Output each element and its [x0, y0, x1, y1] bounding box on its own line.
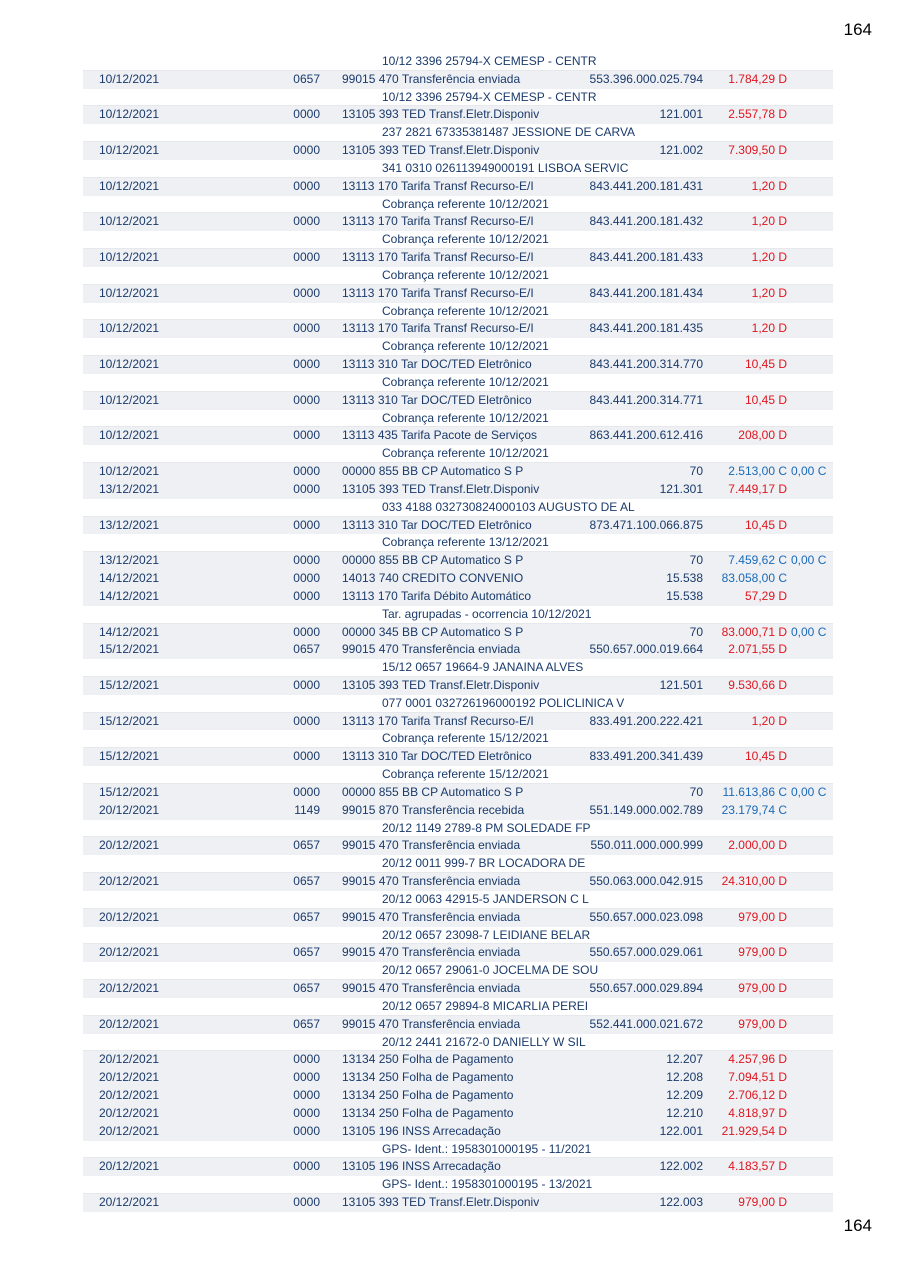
entry-history: 99015 470 Transferência enviada	[342, 1016, 521, 1031]
entry-date: 15/12/2021	[99, 784, 160, 799]
entry-value: 10,45 D	[744, 517, 787, 532]
entry-history: 13113 170 Tarifa Débito Automático	[342, 588, 532, 603]
entry-detail: 10/12 3396 25794-X CEMESP - CENTR	[382, 89, 597, 104]
entry-date: 15/12/2021	[99, 749, 160, 764]
entry-detail: Cobrança referente 10/12/2021	[382, 339, 549, 354]
entry-history: 13113 435 Tarifa Pacote de Serviços	[342, 428, 538, 443]
table-row-detail	[83, 231, 833, 249]
entry-history: 00000 855 BB CP Automatico S P	[342, 553, 524, 568]
entry-detail: 20/12 1149 2789-8 PM SOLEDADE FP	[382, 820, 591, 835]
table-row-detail	[83, 659, 833, 677]
entry-detail: 20/12 2441 21672-0 DANIELLY W SIL	[382, 1034, 586, 1049]
entry-value: 979,00 D	[738, 981, 787, 996]
entry-history: 13134 250 Folha de Pagamento	[342, 1105, 514, 1120]
entry-value: 2.513,00 C	[728, 464, 787, 479]
entry-history: 13105 196 INSS Arrecadação	[342, 1159, 501, 1174]
entry-agency: 0000	[293, 107, 320, 122]
entry-history: 99015 470 Transferência enviada	[342, 838, 521, 853]
entry-value: 9.530,66 D	[728, 677, 787, 692]
entry-date: 14/12/2021	[99, 571, 160, 586]
entry-date: 10/12/2021	[99, 143, 160, 158]
entry-detail: 077 0001 032726196000192 POLICLINICA V	[382, 695, 625, 710]
entry-history: 13105 393 TED Transf.Eletr.Disponiv	[342, 481, 540, 496]
entry-agency: 0000	[293, 143, 320, 158]
entry-history: 13105 393 TED Transf.Eletr.Disponiv	[342, 1195, 540, 1209]
entry-document: 122.001	[659, 1123, 703, 1138]
entry-document: 121.002	[659, 143, 703, 158]
entry-date: 20/12/2021	[99, 1088, 160, 1103]
entry-agency: 0000	[293, 677, 320, 692]
table-row-detail	[83, 338, 833, 356]
entry-date: 20/12/2021	[99, 874, 160, 889]
table-row	[83, 624, 833, 642]
entry-document: 12.208	[666, 1070, 703, 1085]
entry-value: 1,20 D	[751, 250, 787, 265]
table-row	[83, 641, 833, 659]
statement-table	[83, 53, 833, 1212]
entry-history: 00000 345 BB CP Automatico S P	[342, 624, 524, 639]
entry-agency: 0000	[293, 713, 320, 728]
entry-detail: 237 2821 67335381487 JESSIONE DE CARVA	[382, 125, 636, 140]
entry-value: 24.310,00 D	[721, 874, 787, 889]
table-row-detail	[83, 1141, 833, 1159]
entry-detail: 20/12 0657 23098-7 LEIDIANE BELAR	[382, 927, 591, 942]
entry-date: 10/12/2021	[99, 428, 160, 443]
entry-agency: 0657	[293, 981, 320, 996]
entry-history: 00000 855 BB CP Automatico S P	[342, 464, 524, 479]
entry-agency: 0000	[293, 214, 320, 229]
entry-agency: 0657	[293, 909, 320, 924]
entry-date: 10/12/2021	[99, 214, 160, 229]
entry-history: 13134 250 Folha de Pagamento	[342, 1070, 514, 1085]
entry-document: 843.441.200.181.433	[589, 250, 703, 265]
page-number-bottom: 164	[843, 1216, 872, 1235]
entry-value: 1,20 D	[751, 285, 787, 300]
table-row	[83, 463, 833, 481]
entry-value: 83.058,00 C	[721, 571, 787, 586]
entry-detail: 033 4188 032730824000103 AUGUSTO DE AL	[382, 499, 635, 514]
table-row	[83, 784, 833, 802]
entry-value: 21.929,54 D	[721, 1123, 787, 1138]
table-row-detail	[83, 927, 833, 945]
entry-history: 13113 310 Tar DOC/TED Eletrônico	[342, 517, 532, 532]
entry-detail: Cobrança referente 13/12/2021	[382, 535, 549, 550]
table-row	[83, 178, 833, 196]
entry-date: 20/12/2021	[99, 981, 160, 996]
entry-agency: 0000	[293, 1070, 320, 1085]
entry-agency: 0000	[293, 481, 320, 496]
entry-document: 122.003	[659, 1195, 703, 1209]
entry-date: 10/12/2021	[99, 250, 160, 265]
table-row	[83, 802, 833, 820]
entry-history: 99015 870 Transferência recebida	[342, 802, 525, 817]
table-row-detail	[83, 196, 833, 214]
table-row	[83, 392, 833, 410]
entry-agency: 0000	[293, 1159, 320, 1174]
entry-value: 10,45 D	[744, 392, 787, 407]
entry-value: 979,00 D	[738, 945, 787, 960]
entry-agency: 0000	[293, 784, 320, 799]
table-row	[83, 748, 833, 766]
table-row	[83, 944, 833, 962]
table-row	[83, 356, 833, 374]
entry-document: 843.441.200.314.770	[589, 357, 703, 372]
entry-history: 99015 470 Transferência enviada	[342, 874, 521, 889]
entry-document: 843.441.200.181.432	[589, 214, 703, 229]
table-row-detail	[83, 998, 833, 1016]
table-row	[83, 213, 833, 231]
table-row	[83, 677, 833, 695]
entry-document: 873.471.100.066.875	[589, 517, 703, 532]
table-row-detail	[83, 606, 833, 624]
entry-date: 20/12/2021	[99, 1123, 160, 1138]
table-row	[83, 1158, 833, 1176]
entry-detail: Tar. agrupadas - ocorrencia 10/12/2021	[382, 606, 592, 621]
entry-detail: Cobrança referente 10/12/2021	[382, 446, 549, 461]
entry-agency: 0000	[293, 588, 320, 603]
table-row-detail	[83, 534, 833, 552]
entry-detail: Cobrança referente 10/12/2021	[382, 303, 549, 318]
table-row	[83, 1194, 833, 1212]
entry-value: 7.459,62 C	[728, 553, 787, 568]
entry-document: 833.491.200.341.439	[589, 749, 703, 764]
table-row	[83, 570, 833, 588]
entry-value: 208,00 D	[738, 428, 787, 443]
entry-value: 979,00 D	[738, 1195, 787, 1209]
page-number-top: 164	[843, 20, 872, 39]
entry-date: 20/12/2021	[99, 1016, 160, 1031]
table-row	[83, 1069, 833, 1087]
table-row	[83, 909, 833, 927]
entry-history: 99015 470 Transferência enviada	[342, 642, 521, 657]
entry-value: 1,20 D	[751, 713, 787, 728]
entry-date: 10/12/2021	[99, 392, 160, 407]
entry-document: 15.538	[666, 588, 703, 603]
entry-history: 13113 170 Tarifa Transf Recurso-E/I	[342, 250, 534, 265]
entry-date: 20/12/2021	[99, 838, 160, 853]
entry-value: 4.257,96 D	[728, 1052, 787, 1067]
table-row	[83, 481, 833, 499]
entry-value: 83.000,71 D	[721, 624, 787, 639]
entry-date: 13/12/2021	[99, 553, 160, 568]
entry-value: 1,20 D	[751, 321, 787, 336]
table-row	[83, 285, 833, 303]
entry-value: 57,29 D	[744, 588, 787, 603]
table-row	[83, 142, 833, 160]
entry-value: 1,20 D	[751, 178, 787, 193]
entry-document: 122.002	[659, 1159, 703, 1174]
entry-history: 00000 855 BB CP Automatico S P	[342, 784, 524, 799]
entry-date: 15/12/2021	[99, 642, 160, 657]
entry-value: 23.179,74 C	[721, 802, 787, 817]
entry-date: 15/12/2021	[99, 677, 160, 692]
entry-value: 1,20 D	[751, 214, 787, 229]
entry-date: 14/12/2021	[99, 588, 160, 603]
table-row-detail	[83, 160, 833, 178]
entry-agency: 0000	[293, 1088, 320, 1103]
entry-history: 13113 170 Tarifa Transf Recurso-E/I	[342, 285, 534, 300]
entry-document: 121.501	[659, 677, 703, 692]
entry-document: 12.209	[666, 1088, 703, 1103]
entry-detail: Cobrança referente 10/12/2021	[382, 196, 549, 211]
entry-history: 13113 170 Tarifa Transf Recurso-E/I	[342, 713, 534, 728]
entry-date: 20/12/2021	[99, 1070, 160, 1085]
entry-value: 979,00 D	[738, 909, 787, 924]
entry-agency: 0657	[293, 838, 320, 853]
entry-detail: Cobrança referente 15/12/2021	[382, 767, 549, 782]
entry-document: 12.207	[666, 1052, 703, 1067]
table-row	[83, 588, 833, 606]
entry-document: 550.063.000.042.915	[589, 874, 703, 889]
entry-history: 99015 470 Transferência enviada	[342, 945, 521, 960]
entry-agency: 0657	[293, 945, 320, 960]
entry-value: 2.071,55 D	[728, 642, 787, 657]
entry-document: 843.441.200.181.435	[589, 321, 703, 336]
entry-balance: 0,00 C	[791, 624, 827, 639]
entry-history: 13105 393 TED Transf.Eletr.Disponiv	[342, 143, 540, 158]
entry-detail: 10/12 3396 25794-X CEMESP - CENTR	[382, 54, 597, 68]
entry-value: 10,45 D	[744, 357, 787, 372]
entry-document: 70	[689, 464, 703, 479]
entry-agency: 0657	[293, 71, 320, 86]
entry-detail: GPS- Ident.: 1958301000195 - 13/2021	[382, 1177, 593, 1192]
entry-agency: 0657	[293, 1016, 320, 1031]
table-row-detail	[83, 89, 833, 107]
table-row	[83, 427, 833, 445]
entry-date: 13/12/2021	[99, 517, 160, 532]
entry-agency: 0000	[293, 1105, 320, 1120]
entry-document: 550.657.000.019.664	[589, 642, 703, 657]
table-row	[83, 106, 833, 124]
entry-date: 10/12/2021	[99, 178, 160, 193]
table-row	[83, 552, 833, 570]
entry-agency: 0000	[293, 517, 320, 532]
entry-date: 20/12/2021	[99, 802, 160, 817]
entry-balance: 0,00 C	[791, 553, 827, 568]
entry-document: 15.538	[666, 571, 703, 586]
entry-agency: 1149	[294, 802, 320, 817]
entry-detail: 15/12 0657 19664-9 JANAINA ALVES	[382, 660, 584, 675]
entry-document: 12.210	[666, 1105, 703, 1120]
entry-document: 70	[689, 784, 703, 799]
table-row-detail	[83, 267, 833, 285]
table-row-detail	[83, 962, 833, 980]
entry-detail: Cobrança referente 10/12/2021	[382, 232, 549, 247]
entry-agency: 0000	[293, 571, 320, 586]
entry-value: 7.449,17 D	[728, 481, 787, 496]
entry-history: 99015 470 Transferência enviada	[342, 909, 521, 924]
table-row-detail	[83, 695, 833, 713]
entry-history: 99015 470 Transferência enviada	[342, 71, 521, 86]
entry-document: 863.441.200.612.416	[589, 428, 703, 443]
entry-agency: 0000	[293, 1052, 320, 1067]
entry-agency: 0657	[293, 874, 320, 889]
table-row-detail	[83, 445, 833, 463]
entry-document: 70	[689, 553, 703, 568]
table-row	[83, 1105, 833, 1123]
entry-date: 10/12/2021	[99, 321, 160, 336]
table-row	[83, 71, 833, 89]
entry-history: 13113 170 Tarifa Transf Recurso-E/I	[342, 178, 534, 193]
entry-agency: 0000	[293, 464, 320, 479]
entry-value: 1.784,29 D	[728, 71, 787, 86]
entry-history: 13134 250 Folha de Pagamento	[342, 1052, 514, 1067]
entry-agency: 0000	[293, 749, 320, 764]
entry-document: 70	[689, 624, 703, 639]
entry-detail: 20/12 0063 42915-5 JANDERSON C L	[382, 891, 589, 906]
entry-document: 553.396.000.025.794	[589, 71, 703, 86]
table-row-detail	[83, 53, 833, 71]
entry-value: 4.183,57 D	[728, 1159, 787, 1174]
table-row-detail	[83, 124, 833, 142]
entry-document: 121.001	[659, 107, 703, 122]
entry-balance: 0,00 C	[791, 464, 827, 479]
table-row-detail	[83, 410, 833, 428]
entry-detail: Cobrança referente 10/12/2021	[382, 410, 549, 425]
entry-value: 2.706,12 D	[728, 1088, 787, 1103]
entry-agency: 0000	[293, 553, 320, 568]
entry-agency: 0000	[293, 250, 320, 265]
entry-balance: 0,00 C	[791, 784, 827, 799]
entry-history: 99015 470 Transferência enviada	[342, 981, 521, 996]
entry-agency: 0000	[293, 285, 320, 300]
entry-document: 552.441.000.021.672	[589, 1016, 703, 1031]
table-row	[83, 1051, 833, 1069]
entry-agency: 0657	[293, 642, 320, 657]
entry-history: 13105 393 TED Transf.Eletr.Disponiv	[342, 107, 540, 122]
entry-document: 550.657.000.029.061	[589, 945, 703, 960]
entry-value: 979,00 D	[738, 1016, 787, 1031]
entry-document: 121.301	[659, 481, 703, 496]
entry-date: 20/12/2021	[99, 1159, 160, 1174]
entry-date: 10/12/2021	[99, 107, 160, 122]
entry-agency: 0000	[293, 428, 320, 443]
entry-detail: 341 0310 026113949000191 LISBOA SERVIC	[382, 160, 629, 175]
entry-date: 10/12/2021	[99, 71, 160, 86]
entry-value: 2.557,78 D	[728, 107, 787, 122]
entry-document: 550.657.000.029.894	[589, 981, 703, 996]
entry-agency: 0000	[293, 357, 320, 372]
entry-date: 20/12/2021	[99, 1105, 160, 1120]
entry-agency: 0000	[293, 178, 320, 193]
table-row-detail	[83, 1034, 833, 1052]
table-row-detail	[83, 730, 833, 748]
table-row-detail	[83, 766, 833, 784]
entry-value: 7.309,50 D	[728, 143, 787, 158]
entry-document: 550.011.000.000.999	[590, 838, 703, 853]
table-row	[83, 1016, 833, 1034]
entry-date: 20/12/2021	[99, 1052, 160, 1067]
entry-date: 20/12/2021	[99, 945, 160, 960]
entry-detail: 20/12 0657 29894-8 MICARLIA PEREI	[382, 998, 589, 1013]
entry-history: 13113 310 Tar DOC/TED Eletrônico	[342, 357, 532, 372]
entry-agency: 0000	[293, 321, 320, 336]
entry-detail: Cobrança referente 10/12/2021	[382, 267, 549, 282]
entry-history: 13113 310 Tar DOC/TED Eletrônico	[342, 749, 532, 764]
table-row-detail	[83, 891, 833, 909]
entry-date: 10/12/2021	[99, 464, 160, 479]
table-row	[83, 249, 833, 267]
entry-detail: GPS- Ident.: 1958301000195 - 11/2021	[382, 1141, 592, 1156]
entry-value: 10,45 D	[744, 749, 787, 764]
entry-value: 11.613,86 C	[722, 784, 787, 799]
entry-date: 13/12/2021	[99, 481, 160, 496]
table-row-detail	[83, 855, 833, 873]
table-row-detail	[83, 303, 833, 321]
entry-agency: 0000	[293, 624, 320, 639]
entry-document: 550.657.000.023.098	[589, 909, 703, 924]
table-row	[83, 873, 833, 891]
table-row-detail	[83, 374, 833, 392]
table-row	[83, 320, 833, 338]
entry-history: 14013 740 CREDITO CONVENIO	[342, 571, 524, 586]
table-row	[83, 517, 833, 535]
entry-agency: 0000	[293, 1195, 320, 1209]
table-row-detail	[83, 1176, 833, 1194]
entry-history: 13134 250 Folha de Pagamento	[342, 1088, 514, 1103]
table-row	[83, 837, 833, 855]
entry-value: 7.094,51 D	[728, 1070, 787, 1085]
table-row	[83, 713, 833, 731]
entry-date: 14/12/2021	[99, 624, 160, 639]
entry-document: 843.441.200.314.771	[589, 392, 703, 407]
entry-date: 20/12/2021	[99, 1195, 160, 1209]
entry-document: 843.441.200.181.434	[589, 285, 703, 300]
table-row-detail	[83, 499, 833, 517]
table-row	[83, 980, 833, 998]
entry-document: 551.149.000.002.789	[589, 802, 703, 817]
entry-history: 13113 310 Tar DOC/TED Eletrônico	[342, 392, 532, 407]
entry-history: 13113 170 Tarifa Transf Recurso-E/I	[342, 214, 534, 229]
entry-detail: 20/12 0011 999-7 BR LOCADORA DE	[382, 856, 586, 871]
entry-agency: 0000	[293, 392, 320, 407]
table-row	[83, 1123, 833, 1141]
entry-value: 4.818,97 D	[728, 1105, 787, 1120]
entry-detail: 20/12 0657 29061-0 JOCELMA DE SOU	[382, 963, 599, 978]
entry-date: 10/12/2021	[99, 357, 160, 372]
entry-date: 10/12/2021	[99, 285, 160, 300]
table-row	[83, 1087, 833, 1105]
entry-history: 13105 393 TED Transf.Eletr.Disponiv	[342, 677, 540, 692]
entry-history: 13105 196 INSS Arrecadação	[342, 1123, 501, 1138]
entry-detail: Cobrança referente 10/12/2021	[382, 374, 549, 389]
entry-document: 843.441.200.181.431	[589, 178, 703, 193]
entry-agency: 0000	[293, 1123, 320, 1138]
entry-detail: Cobrança referente 15/12/2021	[382, 731, 549, 746]
entry-date: 20/12/2021	[99, 909, 160, 924]
entry-history: 13113 170 Tarifa Transf Recurso-E/I	[342, 321, 534, 336]
table-row-detail	[83, 820, 833, 838]
entry-value: 2.000,00 D	[728, 838, 787, 853]
entry-date: 15/12/2021	[99, 713, 160, 728]
entry-document: 833.491.200.222.421	[589, 713, 703, 728]
